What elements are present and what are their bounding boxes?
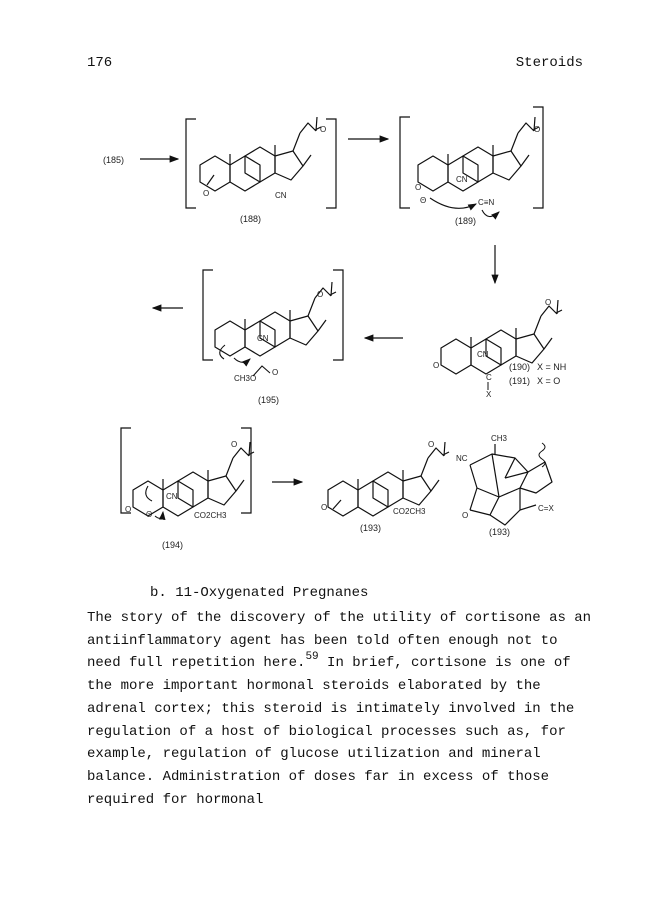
atom-carbon: C <box>486 373 492 382</box>
bracket-right <box>241 428 251 513</box>
atom-oxygen: O <box>231 440 238 449</box>
atom-x: X <box>486 390 492 399</box>
bracket-left <box>121 428 131 513</box>
compound-label-193a: (193) <box>489 527 511 537</box>
page-number: 176 <box>87 55 113 71</box>
compound-label-193: (193) <box>360 523 382 533</box>
atom-ester: CO2CH3 <box>393 507 426 516</box>
atom-cyano: CN <box>477 350 489 359</box>
atom-oxygen: O <box>545 298 552 307</box>
atom-minus: Θ <box>146 510 153 519</box>
electron-arrow <box>430 198 476 208</box>
compound-label-191: (191) <box>509 376 531 386</box>
steroid-structure-194 <box>133 442 254 516</box>
legend-line-2: X = O <box>537 376 561 386</box>
atom-nitrile: C≡N <box>478 198 495 207</box>
body-paragraph <box>87 607 599 811</box>
atom-methoxy: CH3O <box>234 374 257 383</box>
section-heading: b. 11-Oxygenated Pregnanes <box>150 585 369 601</box>
atom-methyl: CH3 <box>491 434 508 443</box>
bracket-left <box>203 270 213 360</box>
atom-cyano: CN <box>166 492 178 501</box>
compound-label-194: (194) <box>162 540 184 550</box>
legend-line-1: X = NH <box>537 362 567 372</box>
atom-oxygen: O <box>534 125 541 134</box>
compound-label-188: (188) <box>240 214 262 224</box>
bracket-right <box>326 119 336 208</box>
atom-cyano: CN <box>456 175 468 184</box>
atom-minus: Θ <box>420 196 427 205</box>
electron-arrow <box>482 210 499 217</box>
atom-oxygen: O <box>203 189 210 198</box>
atom-nitrile: NC <box>456 454 468 463</box>
atom-oxygen: O <box>272 368 279 377</box>
body-text-part2: In brief, cortisone is one of the more important hormonal steroids elaborated by the adrenal cortex; this steroid is intimately involved in the regulation of a host of biological processes such as, for example, regulation of glucose utilization and mineral balance. Administration of doses far in excess of those required for hormonal <box>87 655 575 808</box>
body-text-part1: The story of the discovery of the utility of cortisone as an antiinflammatory agent has been told often enough not to need full repetition here. <box>87 610 592 672</box>
atom-imine: C=X <box>538 504 554 513</box>
atom-oxygen: O <box>317 290 324 299</box>
atom-oxygen: O <box>125 505 132 514</box>
electron-arrow <box>234 358 250 362</box>
electron-arrow <box>155 512 163 518</box>
running-title: Steroids <box>515 55 583 71</box>
atom-oxygen: O <box>433 361 440 370</box>
atom-oxygen: O <box>415 183 422 192</box>
atom-oxygen: O <box>462 511 469 520</box>
steroid-structure-189 <box>418 117 539 191</box>
atom-ester: CO2CH3 <box>194 511 227 520</box>
bracket-left <box>186 119 196 208</box>
compound-label-195: (195) <box>258 395 280 405</box>
atom-cyano: CN <box>275 191 287 200</box>
atom-oxygen: O <box>321 503 328 512</box>
atom-oxygen: O <box>428 440 435 449</box>
compound-label-190: (190) <box>509 362 531 372</box>
compound-label-185: (185) <box>103 155 125 165</box>
atom-cyano: CN <box>257 334 269 343</box>
footnote-reference: 59 <box>305 650 319 663</box>
bracket-left <box>400 117 410 208</box>
bracket-right <box>333 270 343 360</box>
steroid-structure-188 <box>200 117 321 191</box>
compound-label-189: (189) <box>455 216 477 226</box>
electron-arrow <box>146 486 152 501</box>
steroid-structure-193 <box>328 442 449 516</box>
atom-oxygen: O <box>320 125 327 134</box>
